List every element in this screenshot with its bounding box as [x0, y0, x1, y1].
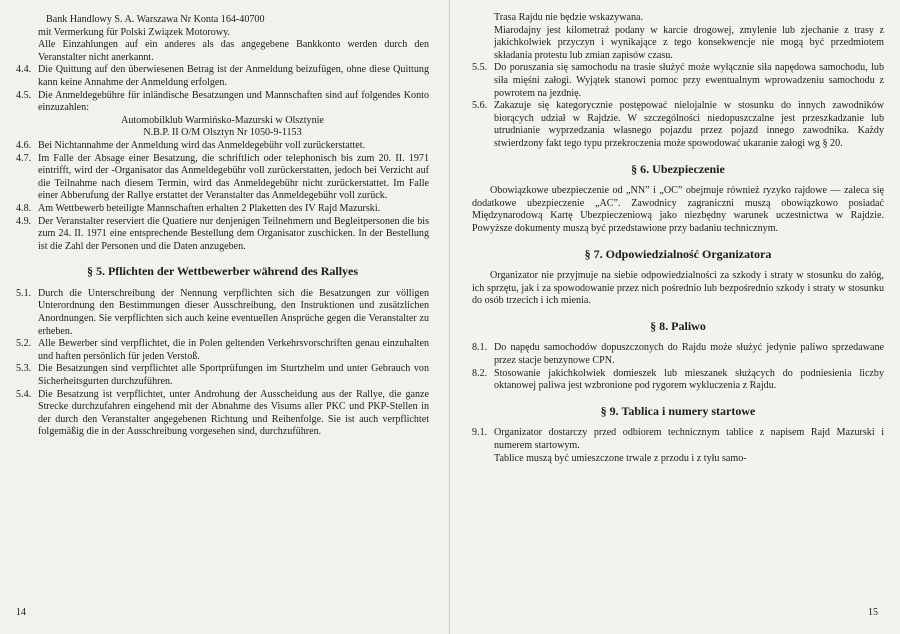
section-paragraph: Organizator nie przyjmuje na siebie odpowiedzialności za szkody i straty w stosunku do załóg, ich sprzętu, jak i za spowodowanie przez nich pośrednio lub bezpośrednio szkody i straty w stosunku do osób trzecich i ich mienia. — [472, 270, 884, 307]
account-line: Automobilklub Warmińsko-Mazurski w Olsztynie — [121, 114, 324, 126]
right-page — [450, 0, 900, 634]
list-item: 4.8. Am Wettbewerb beteiligte Mannschaften erhalten 2 Plaketten des IV Rajd Mazurski. — [16, 202, 381, 214]
page-number: 14 — [16, 607, 26, 619]
continuation-line: Trasa Rajdu nie będzie wskazywana. — [494, 12, 644, 23]
list-item: 4.6. Bei Nichtannahme der Anmeldung wird das Anmeldegebühr voll zurückerstattet. — [16, 139, 366, 151]
list-item: 4.4. Die Quittung auf den überwiesenen Betrag ist der Anmeldung beizufügen, ohne diese Quittung kann keine Annahme der Anmeldung erfolgen. — [16, 64, 429, 88]
section-heading: § 9. Tablica i numery startowe — [600, 403, 756, 418]
list-item: 5.5. Do poruszania się samochodu na trasie służyć może wyłącznie siła napędowa samochodu, lub siła mięśni załogi. Wyjątek stanowi pomoc przy ewentualnym wprowadzeniu samochodu z powrotem na jezdnię. — [472, 62, 884, 99]
section-heading: § 8. Paliwo — [650, 318, 706, 333]
bank-warning-line: Alle Einzahlungen auf ein anderes als das angegebene Bankkonto werden durch den Veranstalter nicht anerkannt. — [38, 39, 429, 63]
list-item: 5.2. Alle Bewerber sind verpflichtet, die in Polen geltenden Verkehrsvorschriften genau einzuhalten und haften persönlich für jeden Verstoß. — [16, 338, 429, 362]
list-item: 8.1. Do napędu samochodów dopuszczonych do Rajdu może służyć jedynie paliwo sprzedawane przez stacje benzynowe CPN. — [472, 342, 884, 367]
list-item: 4.7. Im Falle der Absage einer Besatzung, die schriftlich oder telephonisch bis zum 20. II. 1971 eintrifft, wird der -Organisator das Anmeldegebühr voll zurückerstatten, jedoch bei Verzicht auf die Teilnahme nach diesem Termin, wird das Anmeldegebühr nicht zurückerstattet. Im Falle einer Abberufung der Rallye erstattet der Veranstalter das Anmeldegebühr voll zurück. — [16, 152, 429, 202]
list-item: 5.3. Die Besatzungen sind verpflichtet alle Sportprüfungen im Sturtzhelm und unter Gebrauch von Sicherheitsgurten durchzuführen. — [16, 363, 429, 388]
continuation-paragraph: Miarodajny jest kilometraż podany w karcie drogowej, zmylenie lub zjechanie z trasy z jakichkolwiek przyczyn i wynikające z tego konsekwencje nie mogą być przedmiotem składania protestu lub zmian zapisów czasu. — [494, 24, 884, 61]
page-number: 15 — [868, 607, 878, 619]
section-heading: § 7. Odpowiedzialność Organizatora — [584, 246, 772, 261]
list-item: 8.2. Stosowanie jakichkolwiek domieszek lub mieszanek służących do podniesienia liczby oktanowej paliwa jest wzbronione pod rygorem wykluczenia z Rajdu. — [472, 367, 884, 392]
bank-note-line: mit Vermerkung für Polski Związek Motorowy. — [38, 26, 231, 38]
list-item: 4.5. Die Anmeldegebühre für inländische Besatzungen und Mannschaften sind auf folgendes Konto einzuzahlen: — [16, 89, 429, 114]
section-heading: § 6. Ubezpieczenie — [631, 161, 725, 176]
bank-line: Bank Handlowy S. A. Warszawa Nr Konta 164-40700 — [46, 14, 265, 25]
account-number-line: N.B.P. II O/M Olsztyn Nr 1050-9-1153 — [143, 127, 302, 139]
list-item: 9.1. Organizator dostarczy przed odbiorem technicznym tablice z napisem Rajd Mazurski i numerem startowym. — [472, 427, 884, 452]
list-item: 5.6. Zakazuje się kategorycznie postępować nielojalnie w stosunku do innych zawodników biorących udział w Rajdzie. W szczególności niedopuszczalne jest przeszkadzanie lub utrudnianie wyprzedzania własnego pojazdu przez pojazd innego zawodnika. Każdy stwierdzony fakt tego typu przekroczenia może spowodować ukaranie załogi wg § 20. — [472, 100, 884, 149]
section-paragraph: Obowiązkowe ubezpieczenie od „NN” i „OC” obejmuje również ryzyko rajdowe — zaleca się dodatkowe ubezpieczenie „AC”. Zawodnicy zagraniczni muszą obowiązkowo posiadać Międzynarodową Kartę Ubezpieczeniową jako niezbędny warunek uczestnictwa w Rajdzie. Powyższe dokumenty muszą być przedstawione przy badaniu technicznym. — [472, 185, 884, 234]
list-item: 4.9. Der Veranstalter reserviert die Quatiere nur denjenigen Teilnehmern und Begleitpersonen die bis zum 24. II. 1971 eine entsprechende Bestellung dem Organisator zuschicken. In der Bestellung ist die Zahl der Personen und die Daten anzugeben. — [16, 215, 429, 252]
last-line: Tablice muszą być umieszczone trwale z przodu i z tyłu samo- — [494, 452, 747, 464]
list-item: 5.1. Durch die Unterschreibung der Nennung verpflichten sich die Besatzungen zur völligen Unterordnung den Bestimmungen dieser Ausschreibung, den Instruktionen und zusätzlichen Anordnungen. Sie verpflichten sich auch keine eventuellen Ansprüche gegen die Veranstalter zu erheben. — [16, 287, 429, 337]
section-heading: § 5. Pflichten der Wettbewerber während des Rallyes — [86, 264, 359, 279]
list-item: 5.4. Die Besatzung ist verpflichtet, unter Androhung der Ausscheidung aus der Rallye, die ganze Strecke durchzufahren eingehend mit der Abnahme des Visums aller PKC und PKP-Stellen in der durch den Veranstalter angegebenen Richtung und Reihenfolge. Sie ist auch verpflichtet folgemäßig die in der Ausschreibung vorgesehen sind, durchzuführen. — [16, 388, 429, 438]
